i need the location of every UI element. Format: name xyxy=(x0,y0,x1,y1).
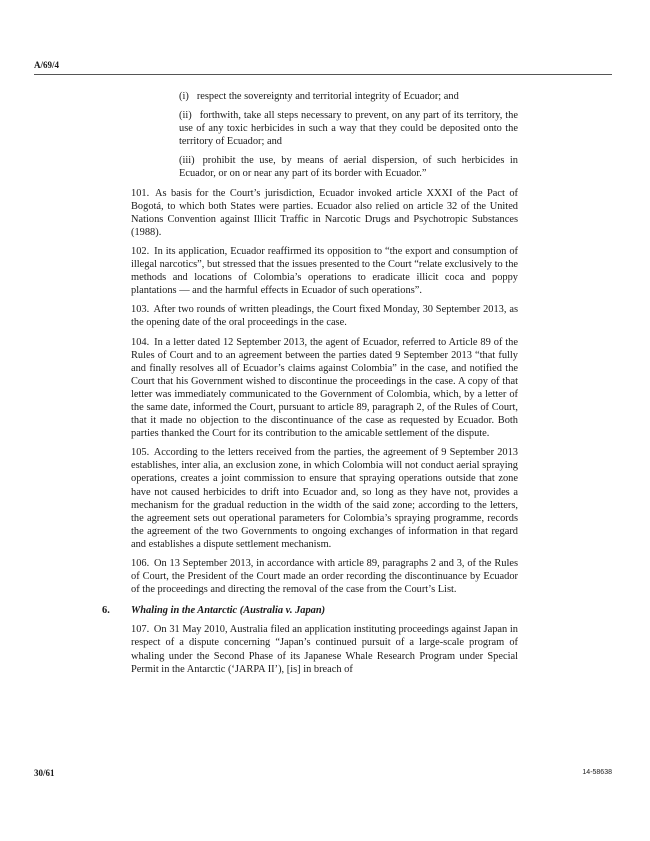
paragraph-number: 102. xyxy=(131,245,150,257)
paragraph-text: On 13 September 2013, in accordance with article 89, paragraphs 2 and 3, of the Rules of Court, the President of the Court made an order recording the discontinuance by Ecuador of the proceedings and directing the removal of the case from the Court’s List. xyxy=(131,558,518,596)
section-title: Whaling in the Antarctic (Australia v. Japan) xyxy=(131,605,326,617)
section-number: 6. xyxy=(102,605,110,617)
paragraph-101 xyxy=(131,187,518,239)
list-item xyxy=(179,90,518,103)
paragraph-106 xyxy=(131,557,518,596)
list-item-text: prohibit the use, by means of aerial dispersion, of such herbicides in Ecuador, or on or near any part of its border with Ecuador.” xyxy=(179,155,518,180)
paragraph-text: According to the letters received from the parties, the agreement of 9 September 2013 establishes, inter alia, an exclusion zone, in which Colombia will not conduct aerial spraying operations, creates a joint commission to ensure that spraying operations outside that zone have not caused herbicides to drift into Ecuador and, so long as they have not, provides a mechanism for the gradual reduction in the width of the said zone; according to the letters, the agreement sets out operational parameters for Colombia’s spraying programme, records the agreement of the two Governments to ongoing exchanges of information in that regard and establishes a dispute settlement mechanism. xyxy=(131,447,518,550)
list-item xyxy=(179,154,518,180)
document-body xyxy=(102,90,518,682)
paragraph-text: In a letter dated 12 September 2013, the agent of Ecuador, referred to Article 89 of the Rules of Court and to an agreement between the parties dated 9 September 2013 “that fully and finally resolves all of Ecuador’s claims against Colombia” in the case, and notified the Court that his Government wished to discontinue the proceedings in the case. A copy of that letter was immediately communicated to the Government of Colombia, which, by a letter of the same date, informed the Court, pursuant to article 89, paragraph 2, of the Rules of Court, that it made no objection to the discontinuance of the case as requested by Ecuador. Both parties thanked the Court for its contribution to the amicable settlement of the dispute. xyxy=(131,336,518,440)
paragraph-number: 101. xyxy=(131,187,150,199)
paragraph-text: In its application, Ecuador reaffirmed its opposition to “the export and consumption of illegal narcotics”, but stressed that the issues presented to the Court “relate exclusively to the methods and locations of Colombia’s operations to eradicate illicit coca and poppy plantations — and the harmful effects in Ecuador of such operations”. xyxy=(131,245,518,297)
section-heading xyxy=(102,604,518,617)
paragraph-107 xyxy=(131,623,518,675)
list-item xyxy=(179,109,518,148)
document-symbol: A/69/4 xyxy=(34,60,60,70)
list-item-label: (i) xyxy=(179,91,189,102)
paragraph-105 xyxy=(131,446,518,551)
paragraph-103 xyxy=(131,303,518,329)
list-item-label: (ii) xyxy=(179,110,192,122)
page-number: 30/61 xyxy=(34,768,55,778)
paragraph-text: On 31 May 2010, Australia filed an application instituting proceedings against Japan in respect of a dispute concerning “Japan’s continued pursuit of a large-scale program of whaling under the Second Phase of its Japanese Whale Research Program under Special Permit in the Antarctic (‘JARPA II’), [is] in breach of xyxy=(131,624,518,675)
paragraph-number: 106. xyxy=(131,558,150,569)
job-number: 14-58638 xyxy=(582,769,612,776)
paragraph-104 xyxy=(131,336,518,441)
header-divider xyxy=(34,74,612,75)
paragraph-102 xyxy=(131,245,518,297)
paragraph-number: 103. xyxy=(131,304,150,316)
paragraph-number: 107. xyxy=(131,624,150,636)
paragraph-text: As basis for the Court’s jurisdiction, Ecuador invoked article XXXI of the Pact of Bogotá, to which both States were parties. Ecuador also relied on article 32 of the United Nations Convention against Illicit Traffic in Narcotic Drugs and Psychotropic Substances (1988). xyxy=(131,187,518,238)
list-item-label: (iii) xyxy=(179,155,195,167)
paragraph-number: 105. xyxy=(131,447,150,459)
list-item-text: respect the sovereignty and territorial integrity of Ecuador; and xyxy=(196,91,459,102)
list-item-text: forthwith, take all steps necessary to prevent, on any part of its territory, the use of any toxic herbicides in such a way that they could be deposited onto the territory of Ecuador; and xyxy=(179,110,518,148)
paragraph-number: 104. xyxy=(131,336,150,348)
paragraph-text: After two rounds of written pleadings, the Court fixed Monday, 30 September 2013, as the opening date of the oral proceedings in the case. xyxy=(131,304,518,329)
